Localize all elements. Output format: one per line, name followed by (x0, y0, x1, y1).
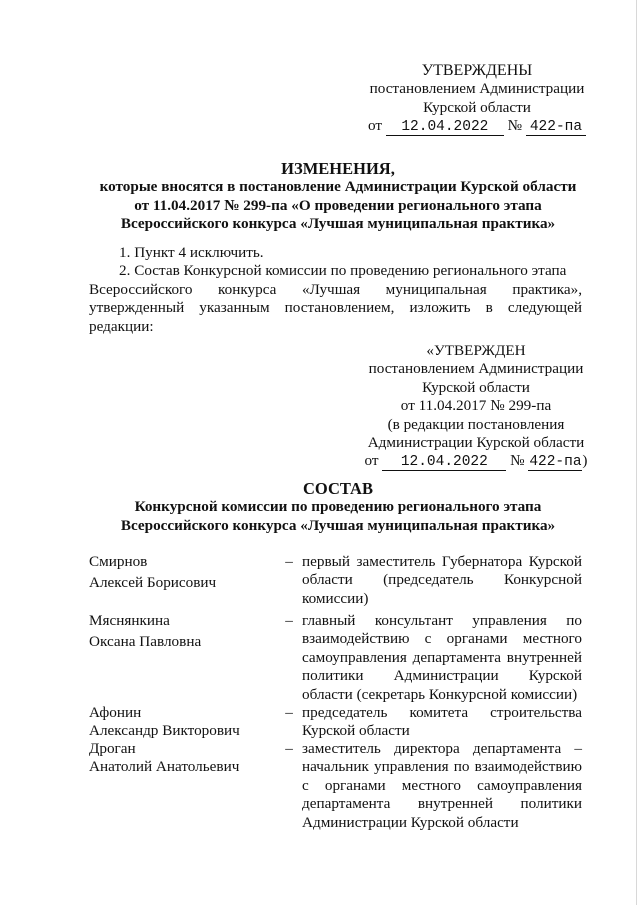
approved-title: «УТВЕРЖДЕН (426, 342, 526, 359)
item-2-line1: 2. Состав Конкурсной комиссии по проведению регионального этапа (119, 262, 567, 280)
approval-number: 422-па (526, 120, 586, 136)
approved-number: 422-па (529, 454, 582, 471)
role-line: комиссии) (302, 589, 369, 607)
role-line: начальник управления по взаимодействию (302, 758, 582, 776)
member-name (89, 740, 274, 777)
member-dash: – (285, 553, 293, 570)
composition-line1: Конкурсной комиссии по проведению регионального этапа (134, 498, 542, 516)
member-role (302, 553, 582, 608)
approved-date-prefix: от (364, 452, 379, 470)
approval-line1: постановлением Администрации (369, 80, 585, 98)
changes-heading (60, 160, 616, 234)
changes-line3: Всероссийского конкурса «Лучшая муниципальная практика» (120, 215, 556, 233)
changes-line2: от 11.04.2017 № 299-па «О проведении регионального этапа (134, 196, 542, 214)
role-line: председатель комитета строительства (302, 704, 582, 721)
approved-line3: от 11.04.2017 № 299-па (400, 397, 552, 415)
member-surname: Мяснянкина (89, 612, 170, 629)
composition-heading (60, 480, 616, 535)
item-1: 1. Пункт 4 исключить. (119, 244, 264, 261)
member-surname: Смирнов (89, 553, 148, 570)
member-name (89, 704, 274, 741)
member-given-name: Алексей Борисович (89, 574, 217, 592)
approved-date: 12.04.2022 (382, 455, 506, 471)
approved-line1: постановлением Администрации (368, 360, 584, 378)
role-line: взаимодействию с органами местного (302, 630, 582, 648)
member-role (302, 740, 582, 832)
member-given-name: Анатолий Анатольевич (89, 758, 240, 776)
approval-block (362, 62, 592, 136)
role-line: самоуправления департамента внутренней (302, 648, 582, 666)
item-2-line4: редакции: (89, 317, 154, 335)
approved-line2: Курской области (422, 378, 530, 396)
member-surname: Дроган (89, 740, 136, 757)
approval-number-prefix: № (507, 117, 523, 135)
approved-number-prefix: № (510, 452, 525, 470)
member-given-name: Оксана Павловна (89, 633, 202, 651)
approval-date-prefix: от (368, 117, 383, 135)
role-line: области (секретарь Конкурсной комиссии) (302, 685, 578, 703)
approved-line5: Администрации Курской области (367, 434, 585, 452)
page-edge-line (636, 0, 637, 905)
approved-date-line (352, 452, 600, 471)
member-dash: – (285, 740, 293, 757)
role-line: с органами местного самоуправления (302, 776, 582, 794)
approval-date-line (362, 117, 592, 136)
approved-line4: (в редакции постановления (387, 415, 565, 433)
role-line: департамента внутренней политики (302, 795, 582, 813)
composition-title: СОСТАВ (303, 479, 373, 498)
item-2-line3: утвержденный указанным постановлением, изложить в следующей (89, 299, 582, 317)
approved-closing: ) (582, 452, 588, 470)
role-line: Курской области (302, 722, 410, 740)
member-given-name: Александр Викторович (89, 722, 240, 740)
items-block (89, 244, 582, 336)
member-dash: – (285, 704, 293, 721)
approval-date: 12.04.2022 (386, 120, 504, 136)
member-role (302, 704, 582, 741)
role-line: Администрации Курской области (302, 813, 519, 831)
member-name (89, 553, 274, 593)
approved-block (352, 342, 600, 471)
item-2-line2: Всероссийского конкурса «Лучшая муниципальная практика», (89, 280, 582, 298)
role-line: заместитель директора департамента – (302, 740, 582, 757)
member-dash: – (285, 612, 293, 629)
member-role (302, 612, 582, 704)
changes-title: ИЗМЕНЕНИЯ, (281, 159, 395, 178)
role-line: главный консультант управления по (302, 612, 582, 629)
approval-line2: Курской области (423, 98, 531, 116)
member-name (89, 612, 274, 652)
member-surname: Афонин (89, 704, 142, 721)
role-line: области (председатель Конкурсной (302, 571, 582, 589)
changes-line1: которые вносятся в постановление Администрации Курской области (99, 178, 577, 196)
composition-line2: Всероссийского конкурса «Лучшая муниципальная практика» (120, 516, 556, 534)
role-line: первый заместитель Губернатора Курской (302, 553, 582, 570)
role-line: политики Администрации Курской (302, 667, 582, 685)
approval-title: УТВЕРЖДЕНЫ (421, 62, 533, 79)
